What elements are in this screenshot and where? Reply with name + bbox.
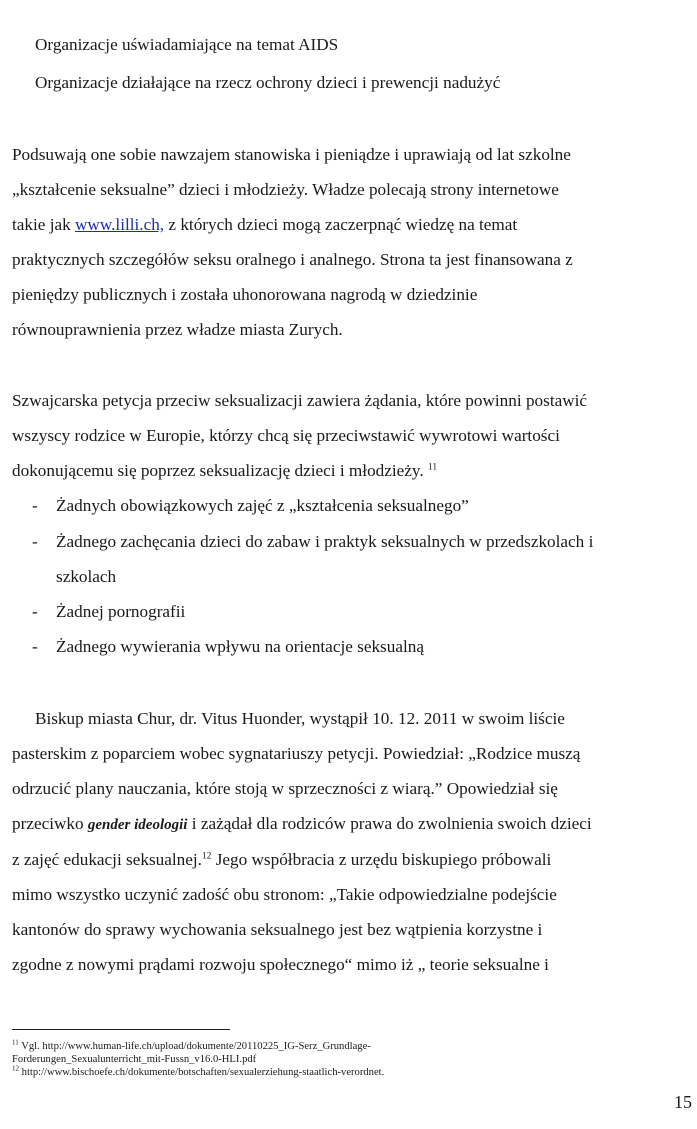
text-segment: z których dzieci mogą zaczerpnąć wiedzę na temat	[164, 215, 518, 234]
bullet-dash: -	[32, 532, 38, 551]
footnote-11-line-1	[12, 1040, 371, 1053]
list-item-aids-organizations: Organizacje uświadamiające na temat AIDS	[35, 35, 339, 54]
footnote-12-url[interactable]: http://www.bischoefe.ch/dokumente/botschaften/sexualerziehung-staatlich-verordnet.	[19, 1067, 385, 1078]
text-segment: i zażądał dla rodziców prawa do zwolnienia swoich dzieci	[187, 814, 592, 833]
bullet-dash: -	[32, 496, 38, 515]
bullet-dash: -	[32, 637, 38, 656]
paragraph-3-line-3: odrzucić plany nauczania, które stoją w sprzeczności z wiarą.” Opowiedział się	[12, 779, 558, 798]
bullet-item-4: Żadnego wywierania wpływu na orientacje seksualną	[56, 637, 424, 656]
paragraph-3-line-5	[12, 850, 551, 870]
paragraph-3-line-6: mimo wszystko uczynić zadość obu stronom: „Takie odpowiedzialne podejście	[12, 885, 557, 904]
paragraph-2-line-3	[12, 461, 437, 481]
paragraph-3-line-8: zgodne z nowymi prądami rozwoju społecznego“ mimo iż „ teorie seksualne i	[12, 955, 549, 974]
footnote-11-number: 11	[12, 1038, 19, 1047]
footnote-ref-11[interactable]: 11	[427, 462, 438, 473]
paragraph-1-line-5: pieniędzy publicznych i została uhonorowana nagrodą w dziedzinie	[12, 285, 478, 304]
gender-ideologii-emphasis: gender ideologii	[87, 817, 188, 833]
bullet-item-3: Żadnej pornografii	[56, 602, 186, 621]
text-segment: przeciwko	[12, 814, 88, 833]
paragraph-1-line-3	[12, 215, 517, 235]
footnote-ref-12[interactable]: 12	[201, 851, 212, 862]
bullet-item-1: Żadnych obowiązkowych zajęć z „kształcenia seksualnego”	[56, 496, 469, 515]
paragraph-1-line-6: równouprawnienia przez władze miasta Zurych.	[12, 320, 343, 339]
footnote-12-number: 12	[12, 1064, 19, 1073]
footnote-12-line-1	[12, 1066, 384, 1079]
bullet-dash: -	[32, 602, 38, 621]
footnote-separator	[12, 1029, 230, 1030]
text-segment: dokonującemu się poprzez seksualizację dzieci i młodzieży.	[12, 461, 428, 480]
paragraph-3-line-4	[12, 814, 592, 835]
footnote-11-line-2[interactable]: Forderungen_Sexualunterricht_mit-Fussn_v16.0-HLI.pdf	[12, 1054, 257, 1065]
lilli-link[interactable]: www.lilli.ch,	[75, 215, 165, 234]
paragraph-1-line-2: „kształcenie seksualne” dzieci i młodzieży. Władze polecają strony internetowe	[12, 180, 559, 199]
list-item-child-protection-organizations: Organizacje działające na rzecz ochrony dzieci i prewencji nadużyć	[35, 73, 501, 92]
bullet-item-2-line-1: Żadnego zachęcania dzieci do zabaw i praktyk seksualnych w przedszkolach i	[56, 532, 594, 551]
page-number: 15	[674, 1092, 692, 1112]
text-segment: takie jak	[12, 215, 75, 234]
footnote-11-url[interactable]: Vgl. http://www.human-life.ch/upload/dokumente/20110225_IG-Serz_Grundlage-	[18, 1041, 371, 1052]
text-segment: Jego współbracia z urzędu biskupiego próbowali	[211, 850, 552, 869]
text-segment: z zajęć edukacji seksualnej.	[12, 850, 202, 869]
paragraph-3-line-7: kantonów do sprawy wychowania seksualnego jest bez wątpienia korzystne i	[12, 920, 543, 939]
paragraph-1-line-1: Podsuwają one sobie nawzajem stanowiska i pieniądze i uprawiają od lat szkolne	[12, 145, 571, 164]
bullet-item-2-line-2: szkolach	[56, 567, 117, 586]
paragraph-3-line-2: pasterskim z poparciem wobec sygnatariuszy petycji. Powiedział: „Rodzice muszą	[12, 744, 581, 763]
paragraph-2-line-2: wszyscy rodzice w Europie, którzy chcą się przeciwstawić wywrotowi wartości	[12, 426, 560, 445]
paragraph-2-line-1: Szwajcarska petycja przeciw seksualizacji zawiera żądania, które powinni postawić	[12, 391, 588, 410]
paragraph-3-line-1: Biskup miasta Chur, dr. Vitus Huonder, wystąpił 10. 12. 2011 w swoim liście	[35, 709, 565, 728]
paragraph-1-line-4: praktycznych szczegółów seksu oralnego i analnego. Strona ta jest finansowana z	[12, 250, 573, 269]
